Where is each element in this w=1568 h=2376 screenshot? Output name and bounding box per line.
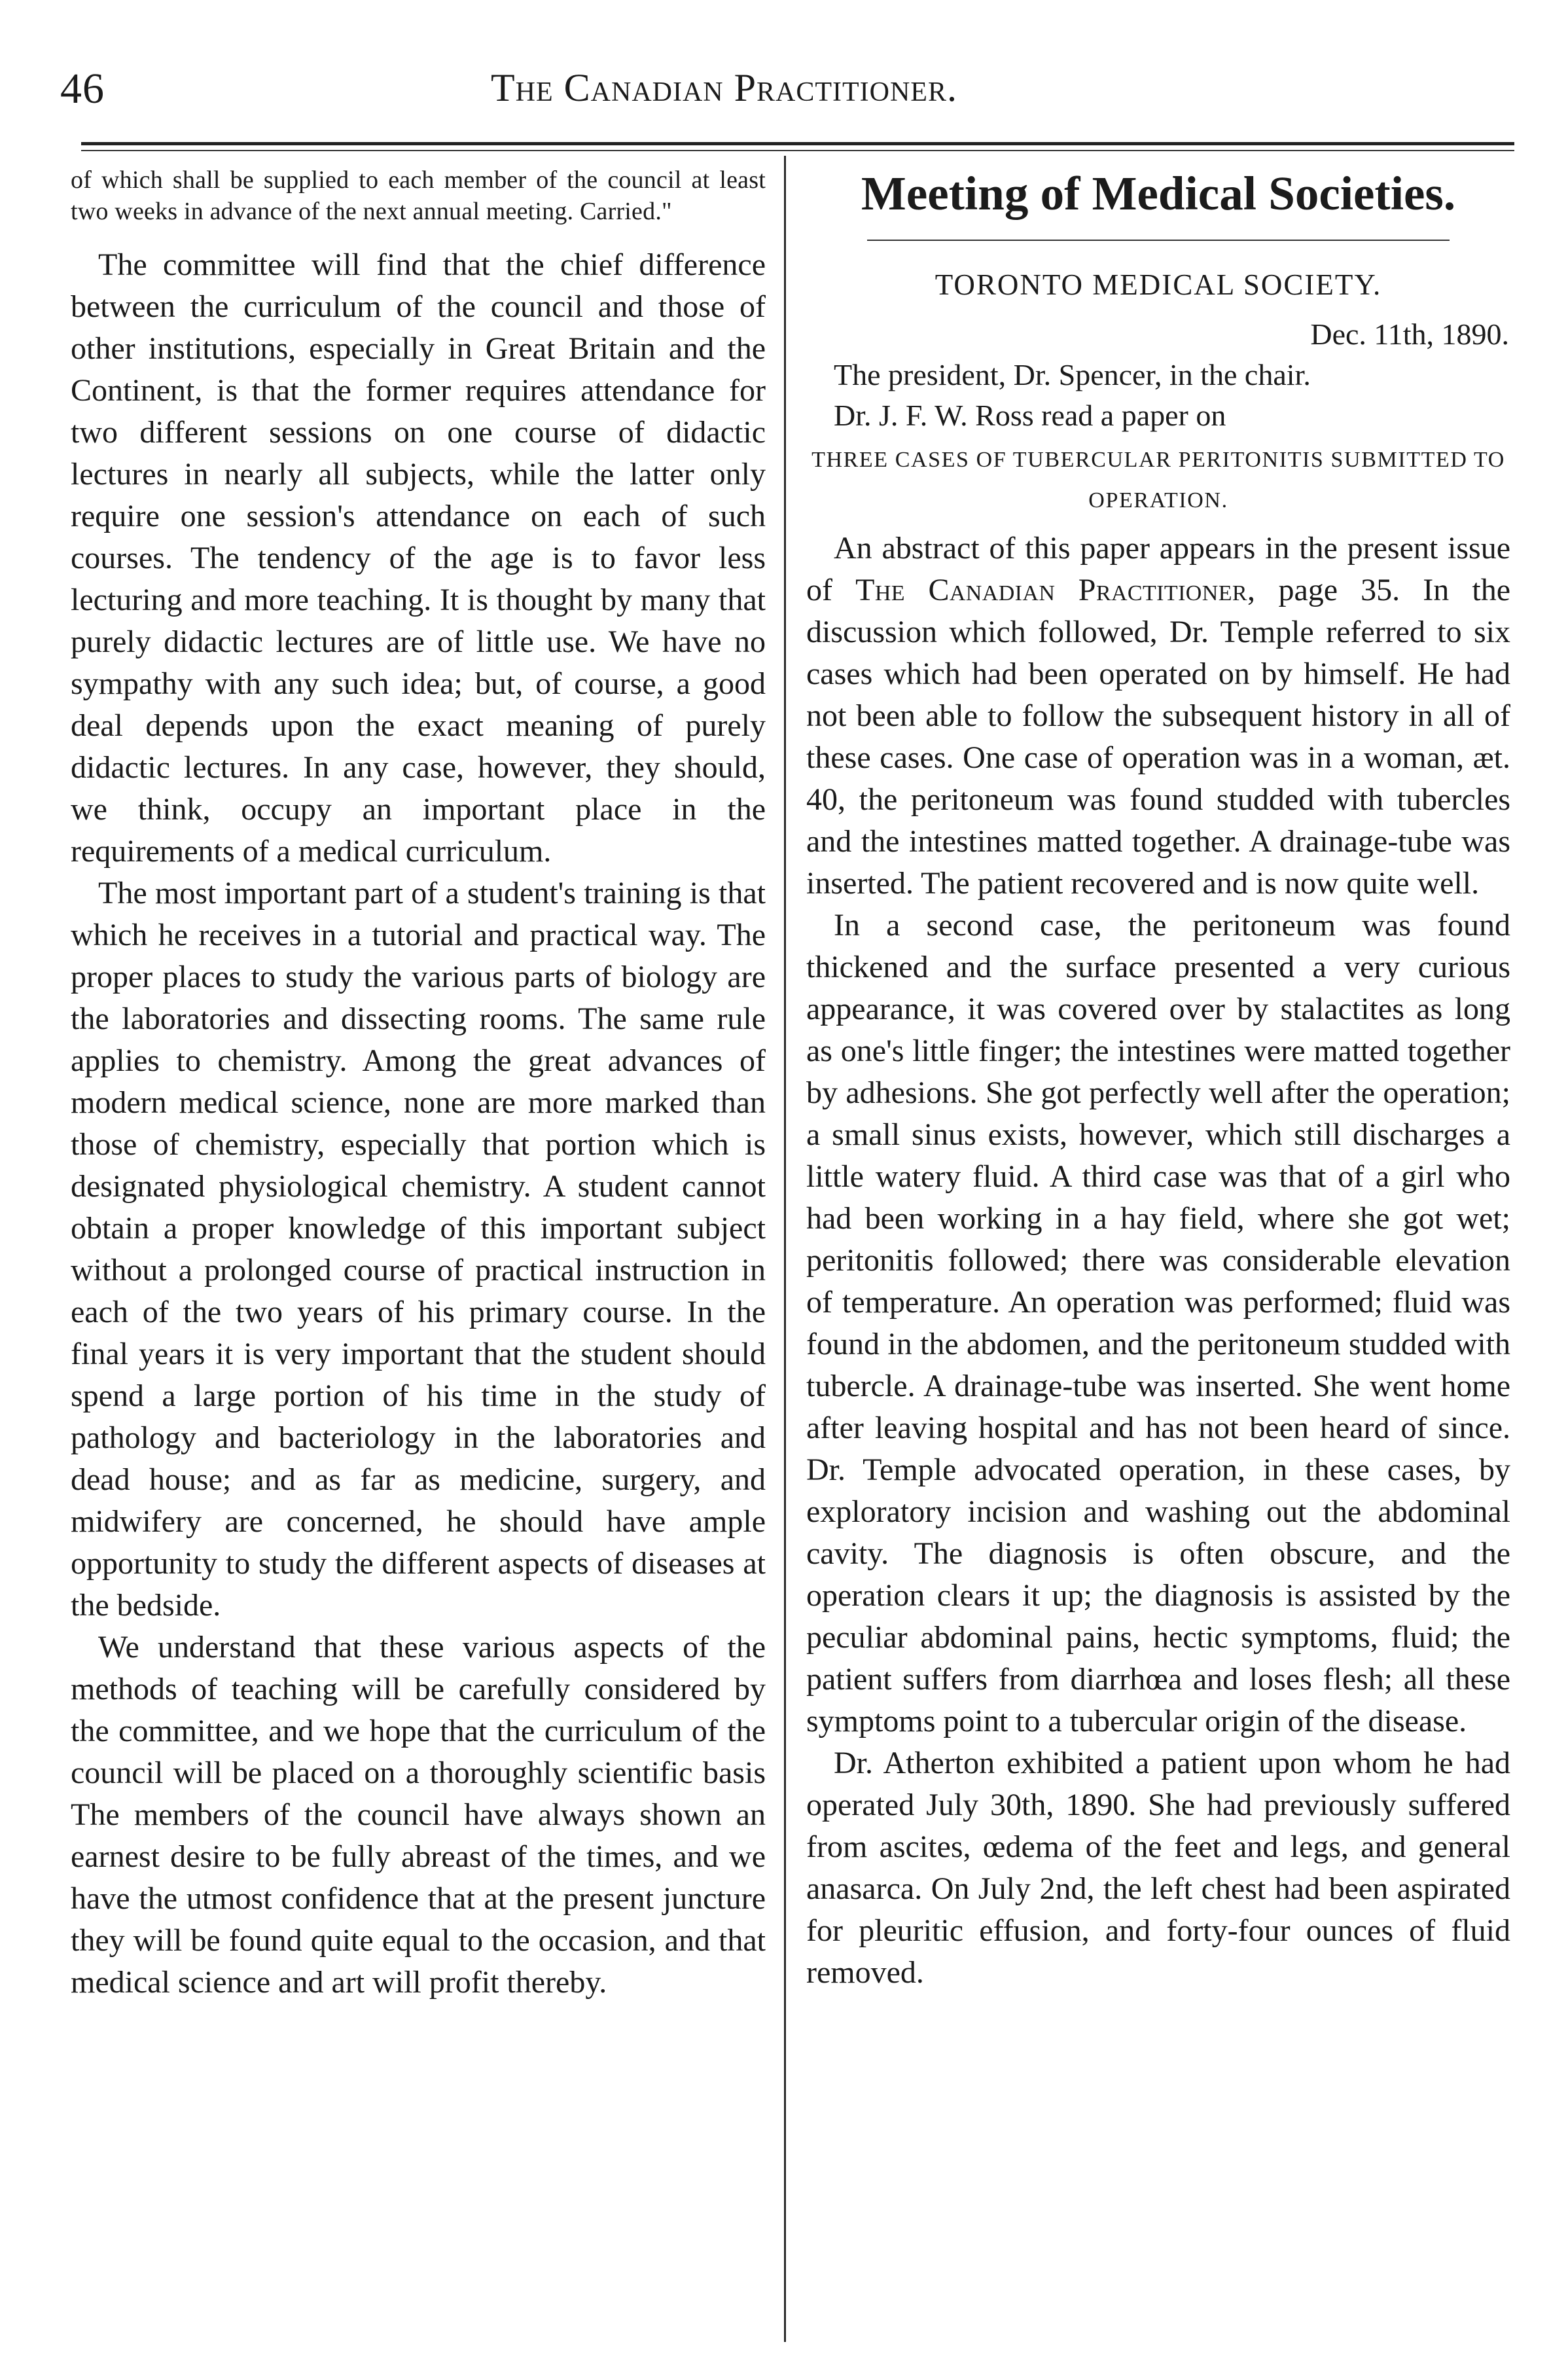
chair-line: The president, Dr. Spencer, in the chair.	[834, 358, 1311, 392]
reader-line: Dr. J. F. W. Ross read a paper on	[834, 399, 1226, 433]
meeting-date: Dec. 11th, 1890.	[1310, 317, 1509, 351]
right-column	[806, 165, 1510, 1994]
running-title: The Canadian Practitioner.	[491, 66, 957, 109]
header-rule-thick	[81, 142, 1514, 145]
editorial-paragraph-3: We understand that these various aspects of the methods of teaching will be carefully considered by the committee, and we hope that the curriculum of the council will be placed on a thoroughly scientific basis The members of the council have always shown an earnest desire to be fully abreast of the times, and we have the utmost confidence that at the present juncture they will be found quite equal to the occasion, and that medical science and art will profit thereby.	[71, 1630, 766, 2000]
journal-name: The Canadian Practitioner,	[855, 573, 1256, 608]
left-column	[71, 165, 766, 2004]
editorial-paragraph-1: The committee will find that the chief difference between the curriculum of the council and those of other institutions, especially in Great Britain and the Continent, is that the former requires attendance for two different sessions on one course of didactic lectures in nearly all subjects, while the latter only require one session's attendance on each of such courses. The tendency of the age is to favor less lecturing and more teaching. It is thought by many that purely didactic lectures are of little use. We have no sympathy with any such idea; but, of course, a good deal depends upon the exact meaning of purely didactic lectures. In any case, however, they should, we think, occupy an important place in the requirements of a medical curriculum.	[71, 247, 766, 869]
society-name: TORONTO MEDICAL SOCIETY.	[935, 268, 1382, 302]
page-number: 46	[60, 65, 105, 113]
header-rule-thin	[81, 150, 1514, 151]
section-heading: Meeting of Medical Societies.	[861, 167, 1456, 220]
section-rule	[867, 240, 1450, 241]
abstract-after: page 35. In the discussion which followed, Dr. Temple referred to six cases which had been operated on by himself. He had not been able to follow the subsequent history in all of these cases. One case of operation was in a woman, æt. 40, the peritoneum was found studded with tubercles and the intestines matted together. A drainage-tube was inserted. The patient recovered and is now quite well.	[806, 573, 1511, 901]
column-divider	[784, 156, 786, 2342]
paper-title: THREE CASES OF TUBERCULAR PERITONITIS SUBMITTED TO OPERATION.	[811, 448, 1505, 513]
discussion-paragraph-2: Dr. Atherton exhibited a patient upon whom he had operated July 30th, 1890. She had previously suffered from ascites, œdema of the feet and legs, and general anasarca. On July 2nd, the left chest had been aspirated for pleuritic effusion, and forty-four ounces of fluid removed.	[806, 1746, 1510, 1990]
abstract-paragraph	[806, 528, 1510, 905]
abstract-before: An abstract of this paper appears in the present issue of	[806, 531, 1510, 608]
editorial-paragraph-2: The most important part of a student's training is that which he receives in a tutorial and practical way. The proper places to study the various parts of biology are the laboratories and dissecting rooms. The same rule applies to chemistry. Among the great advances of modern medical science, none are more marked than those of chemistry, especially that portion which is designated physiological chemistry. A student cannot obtain a proper knowledge of this important subject without a prolonged course of practical instruction in each of the two years of his primary course. In the final years it is very important that the student should spend a large portion of his time in the study of pathology and bacteriology in the laboratories and dead house; and as far as medicine, surgery, and midwifery are concerned, he should have ample opportunity to study the different aspects of diseases at the bedside.	[71, 876, 766, 1623]
quoted-motion: of which shall be supplied to each member of the council at least two weeks in advance of the next annual meeting. Carried."	[71, 166, 766, 225]
discussion-paragraph-1: In a second case, the peritoneum was found thickened and the surface presented a very curious appearance, it was covered over by stalactites as long as one's little finger; the intestines were matted together by adhesions. She got perfectly well after the operation; a small sinus exists, however, which still discharges a little watery fluid. A third case was that of a girl who had been working in a hay field, where she got wet; peritonitis followed; there was considerable elevation of temperature. An operation was performed; fluid was found in the abdomen, and the peritoneum studded with tubercle. A drainage-tube was inserted. She went home after leaving hospital and has not been heard of since. Dr. Temple advocated operation, in these cases, by exploratory incision and washing out the abdominal cavity. The diagnosis is often obscure, and the operation clears it up; the diagnosis is assisted by the peculiar abdominal pains, hectic symptoms, fluid; the patient suffers from diarrhœa and loses flesh; all these symptoms point to a tubercular origin of the disease.	[806, 908, 1510, 1739]
